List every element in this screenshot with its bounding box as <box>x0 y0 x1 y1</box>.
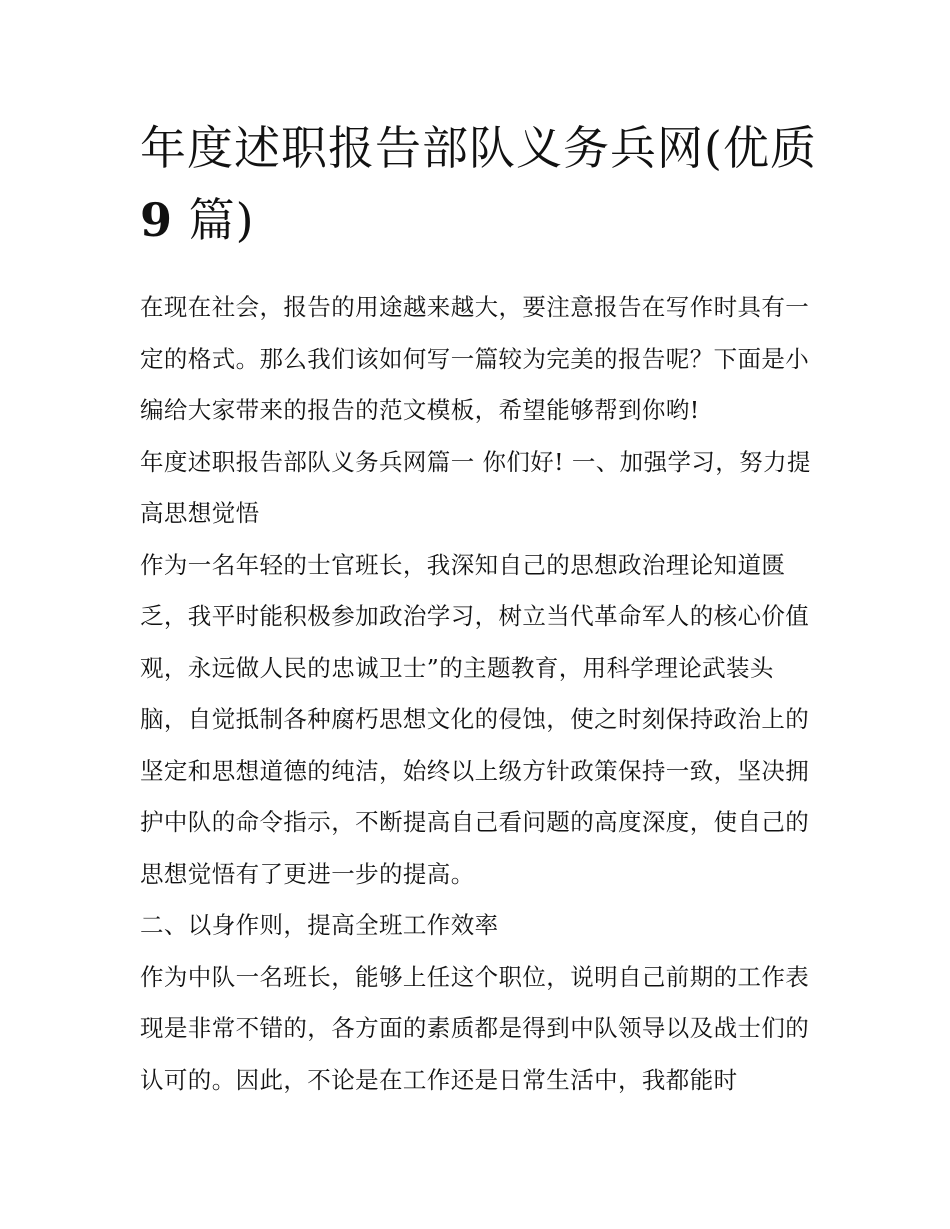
body-paragraph-2: 作为中队一名班长，能够上任这个职位，说明自己前期的工作表现是非常不错的，各方面的素质都是得到中队领导以及战士们的认可的。因此，不论是在工作还是日常生活中，我都能时 <box>140 962 810 1094</box>
document-body <box>140 282 820 1106</box>
document-title: 年度述职报告部队义务兵网(优质 9 篇) <box>140 121 817 247</box>
title-number: 9 <box>140 193 174 247</box>
section-heading-1: 年度述职报告部队义务兵网篇一 你们好! 一、加强学习，努力提高思想觉悟 <box>140 447 811 527</box>
section-heading-2: 二、以身作则，提高全班工作效率 <box>140 911 499 939</box>
intro-paragraph: 在现在社会，报告的用途越来越大，要注意报告在写作时具有一定的格式。那么我们该如何写一篇较为完美的报告呢？下面是小编给大家带来的报告的范文模板，希望能够帮到你哟! <box>140 293 810 424</box>
body-paragraph-1: 作为一名年轻的士官班长，我深知自己的思想政治理论知道匮乏，我平时能积极参加政治学习，树立当代革命军人的核心价值观，永远做人民的忠诚卫士”的主题教育，用科学理论武装头脑，自觉抵制各种腐朽思想文化的侵蚀，使之时刻保持政治上的坚定和思想道德的纯洁，始终以上级方针政策保持一致，坚决拥护中队的命令指示，不断提高自己看问题的高度深度，使自己的思想觉悟有了更进一步的提高。 <box>140 550 810 888</box>
